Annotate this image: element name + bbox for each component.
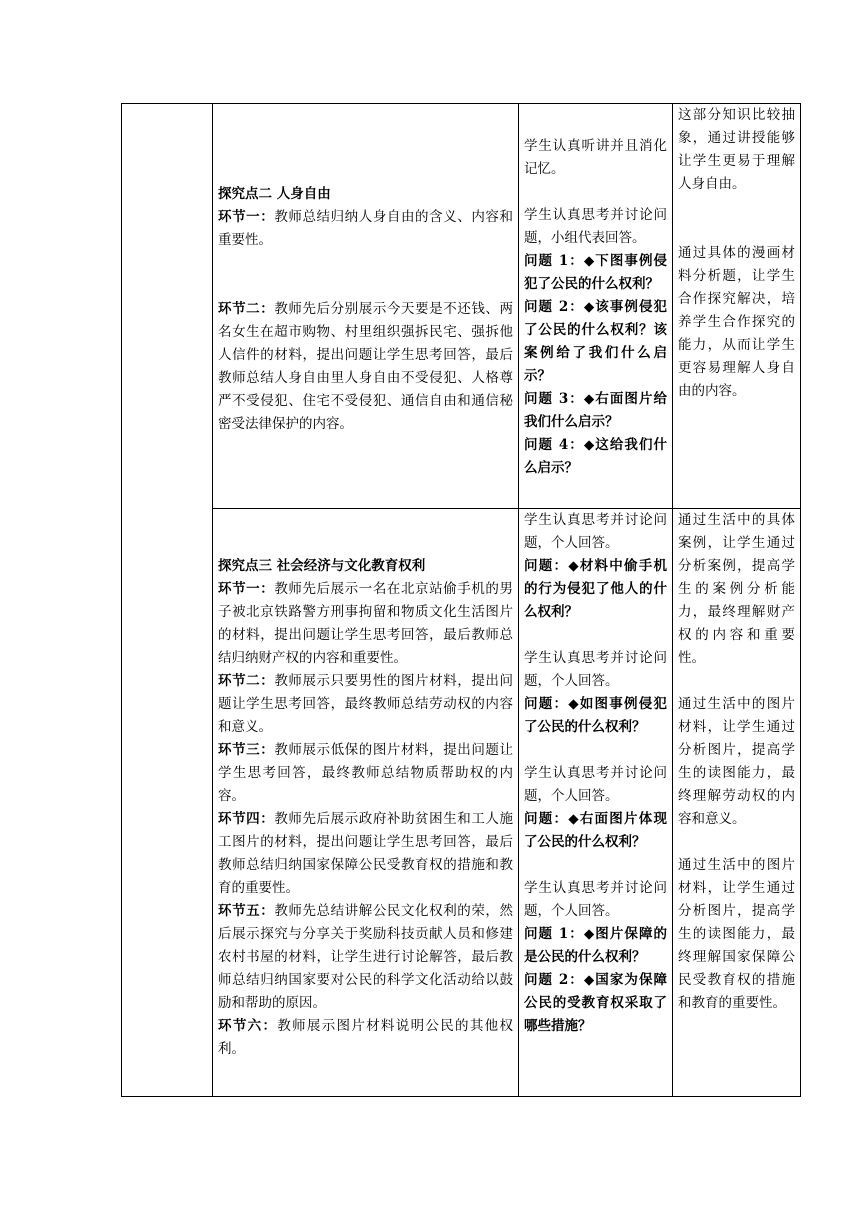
step-paragraph: 环节三：教师展示低保的图片材料，提出问题让学生思考回答，最终教师总结物质帮助权的内容。: [218, 742, 514, 804]
student-activity-text: 学生认真思考并讨论问题，小组代表回答。: [524, 207, 667, 246]
question-text: 问题 4：◆这给我们什么启示？: [524, 437, 667, 476]
step-paragraph: 环节六：教师展示图片材料说明公民的其他权利。: [218, 1018, 514, 1057]
student-activity-cell-2: [519, 509, 673, 1097]
step-paragraph: 环节二：教师展示只要男性的图片材料，提出问题让学生思考回答，最终教师总结劳动权的内容和意义。: [218, 673, 514, 735]
section-title: 探究点二 人身自由: [218, 186, 331, 202]
question-text: 问题：◆材料中偷手机的行为侵犯了他人的什么权利？: [524, 558, 667, 620]
student-activity-text: 学生认真思考并讨论问题，个人回答。: [524, 765, 667, 804]
question-text: 问题 1：◆图片保障的是公民的什么权利？: [524, 926, 667, 965]
design-intent-cell-1: [673, 104, 801, 509]
design-intent-text: 通过生活中的图片材料，让学生通过分析图片，提高学生的读图能力，最终理解劳动权的内容和意义。: [678, 696, 795, 827]
section-title: 探究点三 社会经济与文化教育权利: [218, 558, 426, 574]
student-activity-text: 学生认真思考并讨论问题，个人回答。: [524, 880, 667, 919]
step-paragraph: 环节一：教师先后展示一名在北京站偷手机的男子被北京铁路警方刑事拘留和物质文化生活图片的材料，提出问题让学生思考回答，最后教师总结归纳财产权的内容和重要性。: [218, 581, 514, 666]
design-intent-text: 通过具体的漫画材料分析题，让学生合作探究解决，培养学生合作探究的能力，从而让学生更容易理解人身自由的内容。: [678, 245, 795, 399]
step-paragraph: 环节五：教师先总结讲解公民文化权利的荣，然后展示探究与分享关于奖励科技贡献人员和修建农村书屋的材料，让学生进行讨论解答，最后教师总结归纳国家要对公民的科学文化活动给以鼓励和帮助的原因。: [218, 903, 514, 1011]
design-intent-text: 这部分知识比较抽象，通过讲授能够让学生更易于理解人身自由。: [678, 107, 795, 192]
student-activity-text: 学生认真思考并讨论问题，个人回答。: [524, 650, 667, 689]
student-activity-text: 学生认真思考并讨论问题，个人回答。: [524, 512, 667, 551]
question-text: 问题 2：◆该事例侵犯了公民的什么权利？该案例给了我们什么启示？: [524, 299, 667, 384]
teacher-activity-cell-2: [213, 509, 519, 1097]
left-blank-column: [122, 104, 213, 1097]
question-text: 问题：◆右面图片体现了公民的什么权利？: [524, 811, 667, 850]
step-paragraph: 环节一：教师总结归纳人身自由的含义、内容和重要性。: [218, 209, 514, 248]
design-intent-cell-2: [673, 509, 801, 1097]
question-text: 问题：◆如图事例侵犯了公民的什么权利？: [524, 696, 667, 735]
step-paragraph: 环节四：教师先后展示政府补助贫困生和工人施工图片的材料，提出问题让学生思考回答，最后教师总结归纳国家保障公民受教育权的措施和教育的重要性。: [218, 811, 514, 896]
lesson-plan-table: [121, 103, 801, 1097]
student-activity-text: 学生认真听讲并且消化记忆。: [524, 138, 667, 177]
design-intent-text: 通过生活中的具体案例，让学生通过分析案例，提高学生的案例分析能力，最终理解财产权的内容和重要性。: [678, 512, 795, 666]
teacher-activity-cell-1: [213, 104, 519, 509]
design-intent-text: 通过生活中的图片材料，让学生通过分析图片，提高学生的读图能力，最终理解国家保障公民受教育权的措施和教育的重要性。: [678, 857, 795, 1011]
question-text: 问题 2：◆国家为保障公民的受教育权采取了哪些措施？: [524, 972, 667, 1034]
step-paragraph: 环节二：教师先后分别展示今天要是不还钱、两名女生在超市购物、村里组织强拆民宅、强拆他人信件的材料，提出问题让学生思考回答，最后教师总结人身自由里人身自由不受侵犯、人格尊严不受侵犯、住宅不受侵犯、通信自由和通信秘密受法律保护的内容。: [218, 301, 514, 432]
question-text: 问题 3：◆右面图片给我们什么启示？: [524, 391, 667, 430]
question-text: 问题 1：◆下图事例侵犯了公民的什么权利？: [524, 253, 667, 292]
student-activity-cell-1: [519, 104, 673, 509]
